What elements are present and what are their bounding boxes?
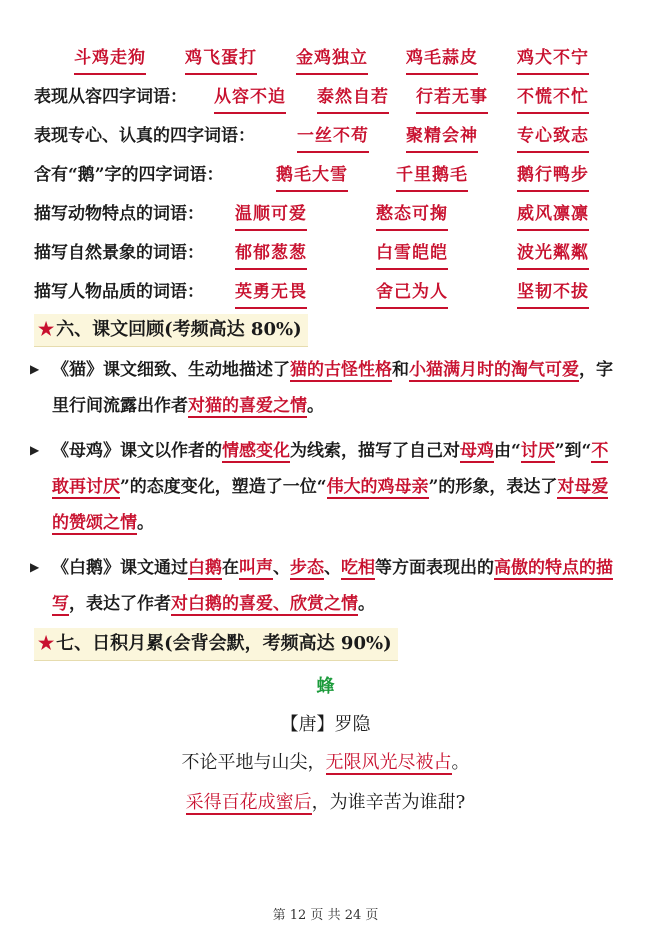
highlight: 对白鹅的喜爱、欣赏之情 bbox=[171, 594, 358, 614]
vocab-label: 表现专心、认真的四字词语： bbox=[34, 126, 255, 146]
text: ”的形象，表达了 bbox=[428, 477, 558, 497]
vocab-row bbox=[0, 239, 651, 267]
text: 。 bbox=[451, 752, 470, 773]
idiom-word: 鸡飞蛋打 bbox=[185, 44, 257, 75]
text: ”到“ bbox=[554, 441, 592, 461]
idiom-word: 金鸡独立 bbox=[296, 44, 368, 75]
text: 等方面表现出的 bbox=[375, 558, 494, 578]
highlight: 母鸡 bbox=[460, 441, 494, 461]
poem-line bbox=[0, 788, 651, 814]
vocab-word: 一丝不苟 bbox=[297, 122, 369, 153]
text: 不论平地与山尖， bbox=[181, 752, 326, 773]
review-paragraph bbox=[52, 550, 622, 622]
triangle-bullet-icon: ▶ bbox=[30, 560, 40, 574]
highlight: 叫声 bbox=[239, 558, 273, 578]
poem-line bbox=[0, 748, 651, 774]
vocab-label: 表现从容四字词语： bbox=[34, 87, 187, 107]
highlight: 讨厌 bbox=[520, 441, 555, 461]
text: 。 bbox=[307, 396, 324, 416]
section-heading bbox=[34, 628, 398, 661]
text: 由“ bbox=[494, 441, 521, 461]
highlight: 猫的古怪性格 bbox=[290, 360, 392, 380]
highlight: 高傲的特点的描写 bbox=[52, 558, 613, 614]
text: 。 bbox=[137, 513, 154, 533]
vocab-label: 描写人物品质的词语： bbox=[34, 282, 204, 302]
idiom-row bbox=[0, 44, 651, 72]
triangle-bullet-icon: ▶ bbox=[30, 362, 40, 376]
vocab-word: 千里鹅毛 bbox=[396, 161, 468, 192]
vocab-label: 描写动物特点的词语： bbox=[34, 204, 204, 224]
vocab-word: 郁郁葱葱 bbox=[235, 239, 307, 270]
section-title: 七、日积月累(会背会默，考频高达 90%) bbox=[56, 633, 392, 654]
vocab-word: 泰然自若 bbox=[317, 83, 389, 114]
poem-title: 蜂 bbox=[316, 676, 335, 697]
vocab-word: 专心致志 bbox=[517, 122, 589, 153]
idiom-word: 鸡毛蒜皮 bbox=[406, 44, 478, 75]
text: ，表达了作者 bbox=[69, 594, 171, 614]
text: 《白鹅》课文通过 bbox=[52, 558, 188, 578]
vocab-row bbox=[0, 83, 651, 111]
vocab-word: 坚韧不拔 bbox=[517, 278, 589, 309]
vocab-word: 鹅行鸭步 bbox=[517, 161, 589, 192]
poem-author: 【唐】罗隐 bbox=[280, 714, 371, 735]
vocab-row bbox=[0, 278, 651, 306]
vocab-word: 波光粼粼 bbox=[517, 239, 589, 270]
text: 《猫》课文细致、生动地描述了 bbox=[52, 360, 290, 380]
vocab-word: 不慌不忙 bbox=[517, 83, 589, 114]
vocab-word: 温顺可爱 bbox=[235, 200, 307, 231]
text: 为线索，描写了自己对 bbox=[290, 441, 460, 461]
review-paragraph bbox=[52, 352, 622, 424]
vocab-word: 威风凛凛 bbox=[517, 200, 589, 231]
highlight: 伟大的鸡母亲 bbox=[326, 477, 429, 497]
highlight: 小猫满月时的淘气可爱 bbox=[409, 360, 579, 380]
vocab-word: 憨态可掬 bbox=[376, 200, 448, 231]
review-paragraph bbox=[52, 433, 622, 541]
highlight: 白鹅 bbox=[188, 558, 222, 578]
idiom-word: 鸡犬不宁 bbox=[517, 44, 589, 75]
vocab-row bbox=[0, 200, 651, 228]
highlight: 对猫的喜爱之情 bbox=[188, 396, 307, 416]
idiom-word: 斗鸡走狗 bbox=[74, 44, 146, 75]
vocab-word: 白雪皑皑 bbox=[376, 239, 448, 270]
highlight: 步态 bbox=[290, 558, 324, 578]
highlight: 对母爱的赞颂之情 bbox=[52, 477, 609, 533]
text: 、 bbox=[273, 558, 290, 578]
text: ”的态度变化，塑造了一位“ bbox=[120, 477, 327, 497]
text: ，字里行间流露出作者 bbox=[52, 360, 613, 416]
text: 《母鸡》课文以作者的 bbox=[52, 441, 222, 461]
text: 和 bbox=[392, 360, 409, 380]
star-icon: ★ bbox=[38, 319, 55, 340]
vocab-label: 描写自然景象的词语： bbox=[34, 243, 204, 263]
highlight: 情感变化 bbox=[222, 441, 290, 461]
section-title: 六、课文回顾(考频高达 80%) bbox=[56, 319, 302, 340]
highlight: 无限风光尽被占 bbox=[325, 752, 452, 773]
text: 在 bbox=[222, 558, 239, 578]
vocab-label: 含有“鹅”字的四字词语： bbox=[34, 165, 224, 185]
vocab-row bbox=[0, 122, 651, 150]
vocab-word: 行若无事 bbox=[416, 83, 488, 114]
text: 。 bbox=[358, 594, 375, 614]
highlight: 吃相 bbox=[341, 558, 375, 578]
page-number: 第 12 页 共 24 页 bbox=[272, 908, 379, 923]
vocab-word: 从容不迫 bbox=[214, 83, 286, 114]
highlight: 采得百花成蜜后 bbox=[185, 792, 312, 813]
highlight: 不敢再讨厌 bbox=[52, 441, 609, 497]
text: 、 bbox=[324, 558, 341, 578]
text: ，为谁辛苦为谁甜? bbox=[311, 792, 466, 813]
vocab-word: 鹅毛大雪 bbox=[276, 161, 348, 192]
vocab-word: 聚精会神 bbox=[406, 122, 478, 153]
triangle-bullet-icon: ▶ bbox=[30, 443, 40, 457]
vocab-row bbox=[0, 161, 651, 189]
vocab-word: 舍己为人 bbox=[376, 278, 448, 309]
section-heading bbox=[34, 314, 308, 347]
vocab-word: 英勇无畏 bbox=[235, 278, 307, 309]
star-icon: ★ bbox=[38, 633, 55, 654]
